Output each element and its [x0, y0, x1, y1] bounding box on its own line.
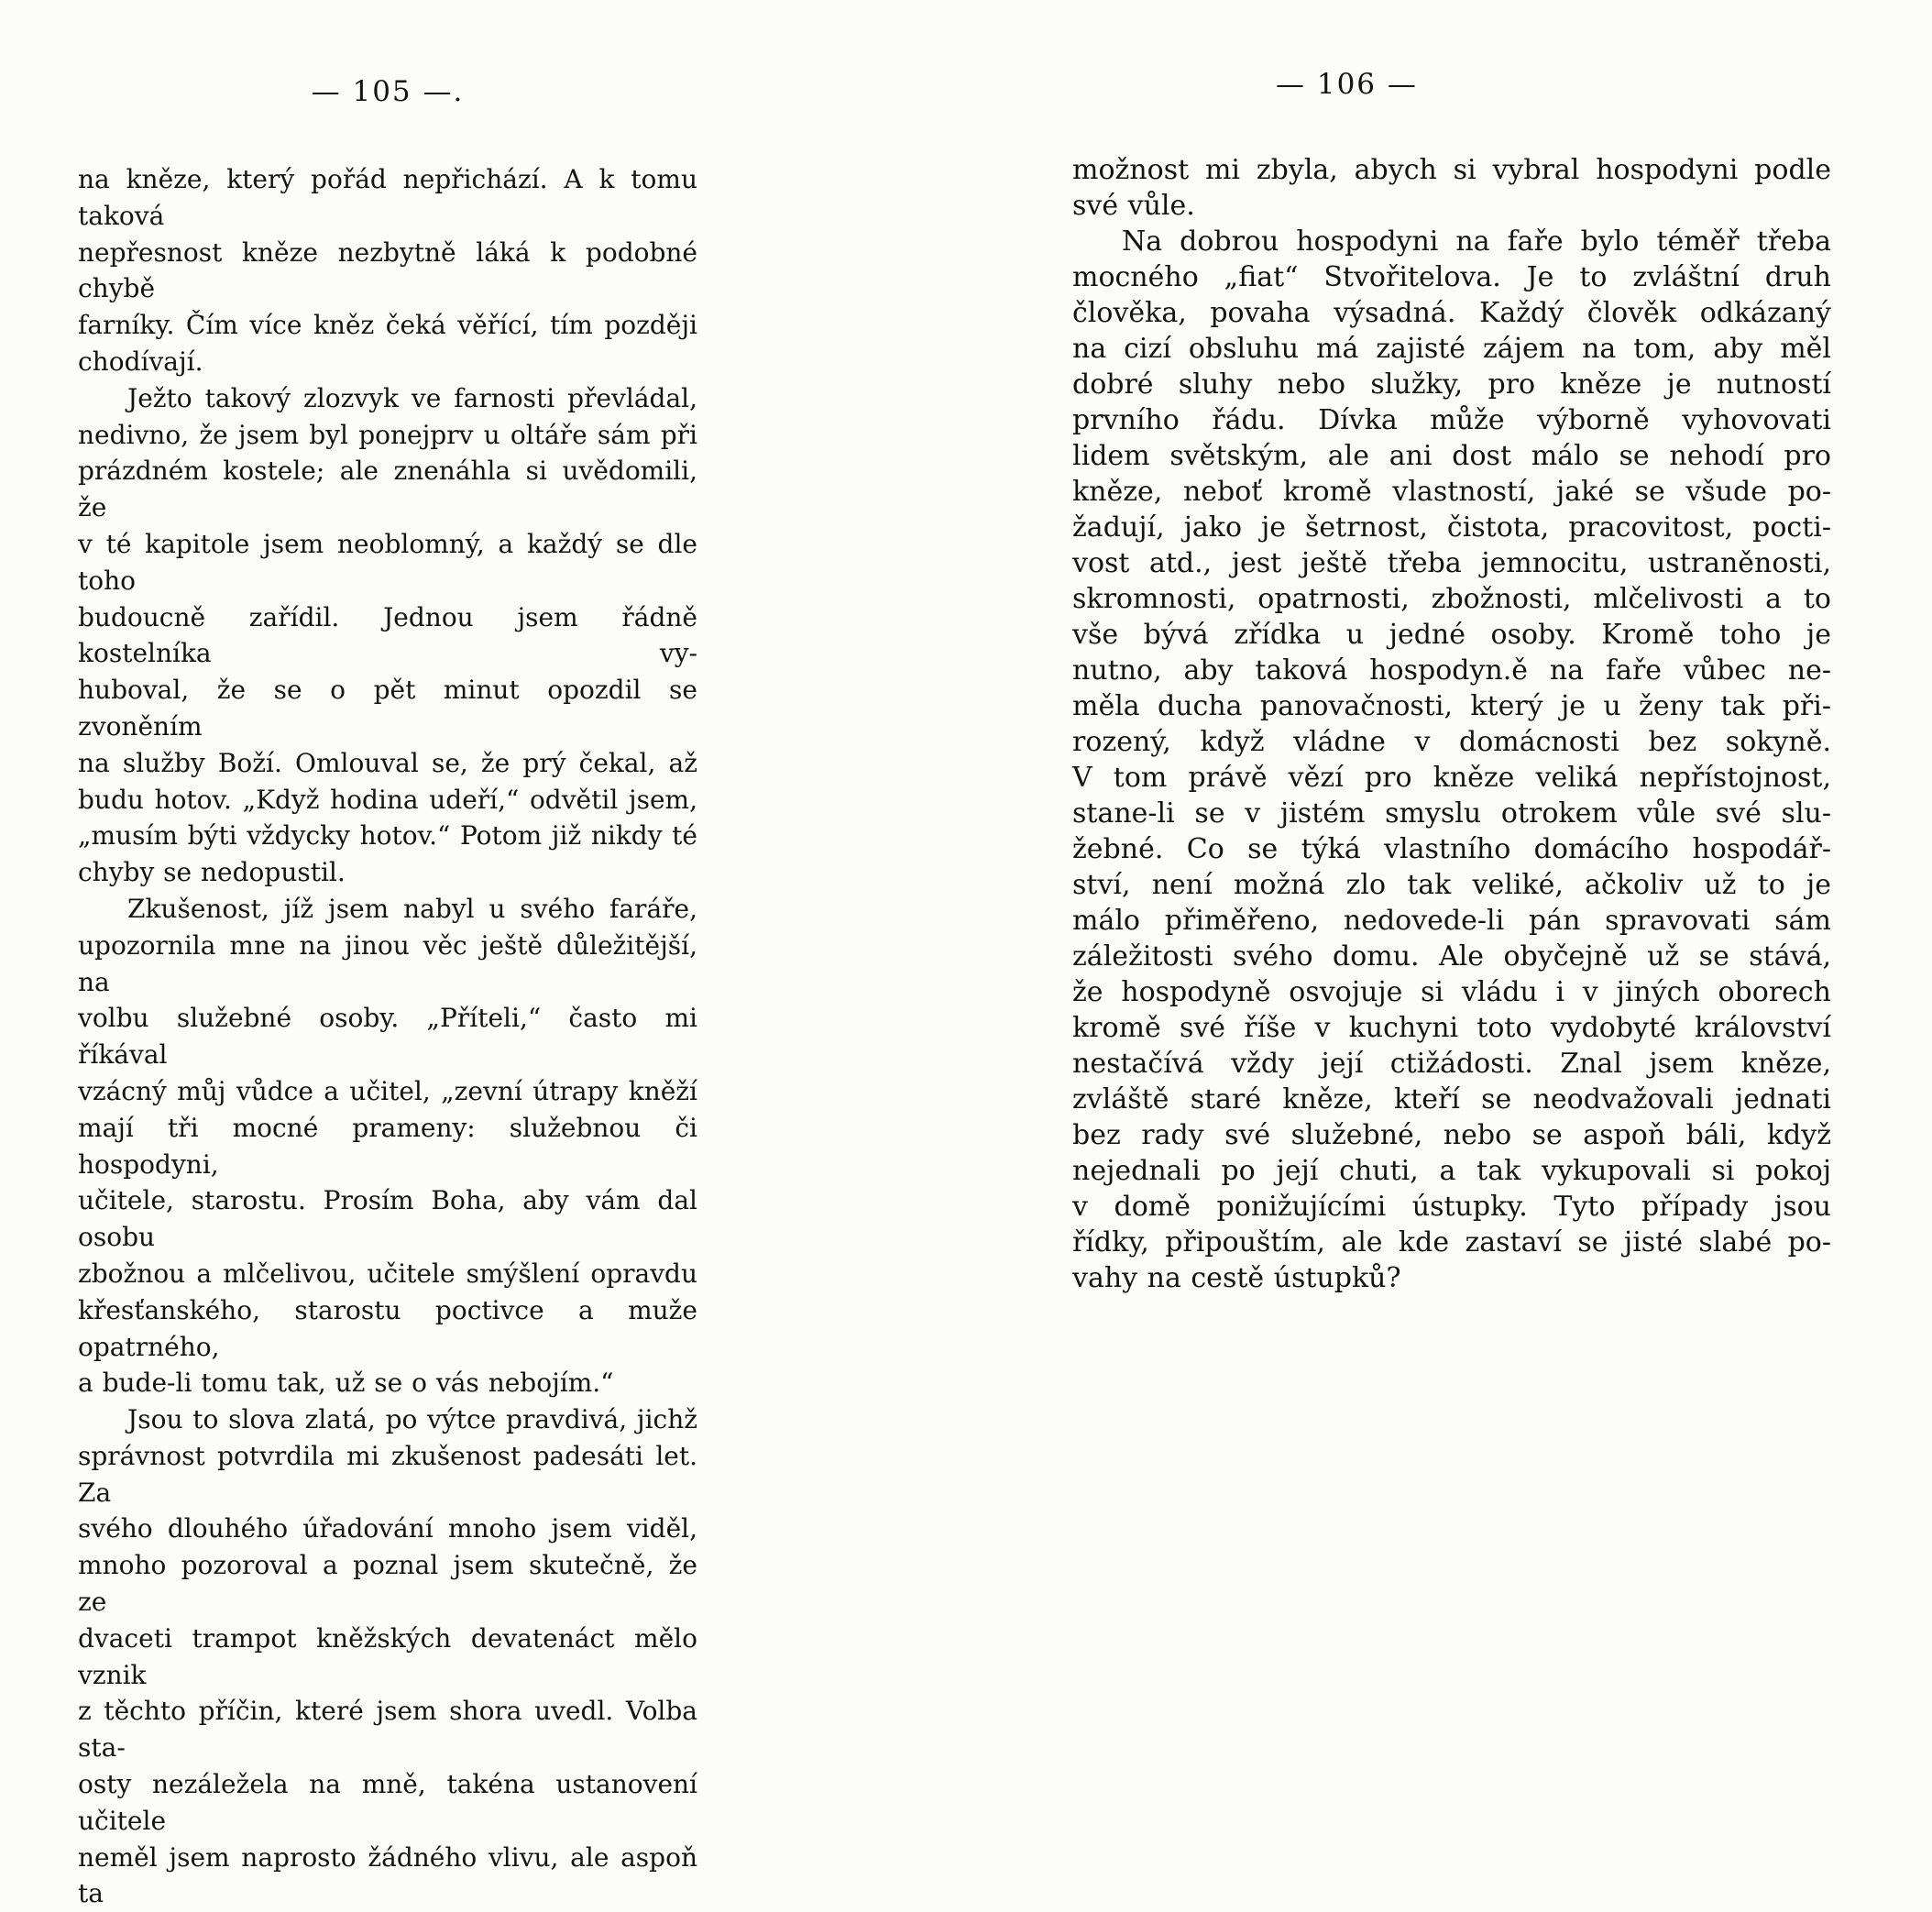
text-line: zvláště staré kněze, kteří se neodvažovali jednati — [1072, 1083, 1831, 1115]
text-line: na kněze, který pořád nepřichází. A k tomu taková — [78, 164, 697, 231]
text-line: chyby se nedopustil. — [78, 857, 346, 888]
text-line: nestačívá vždy její ctižádosti. Znal jsem kněze, — [1072, 1048, 1831, 1080]
text-line: vahy na cestě ústupků? — [1072, 1262, 1401, 1294]
text-line: budoucně zařídil. Jednou jsem řádně kostelníka vy- — [78, 601, 697, 669]
text-line: zbožnou a mlčelivou, učitele smýšlení opravdu — [78, 1258, 697, 1289]
text-line: nedivno, že jsem byl ponejprv u oltáře sám při — [78, 419, 697, 450]
text-line: nejednali po její chuti, a tak vykupovali si pokoj — [1072, 1155, 1831, 1187]
text-line: Zkušenost, jíž jsem nabyl u svého faráře, — [127, 893, 697, 924]
text-line: prvního řádu. Dívka může výborně vyhovovati — [1072, 404, 1831, 436]
text-line: svého dlouhého úřadování mnoho jsem viděl, — [78, 1513, 697, 1544]
text-line: Na dobrou hospodyni na faře bylo téměř třeba — [1122, 225, 1831, 258]
text-line: a bude-li tomu tak, už se o vás nebojím.“ — [78, 1368, 614, 1399]
paragraph — [78, 891, 697, 1401]
text-line: měla ducha panovačnosti, který je u ženy tak při- — [1072, 690, 1831, 722]
text-line: bez rady své služebné, nebo se aspoň báli, když — [1072, 1119, 1831, 1151]
text-line: mají tři mocné prameny: služebnou či hospodyni, — [78, 1112, 697, 1180]
text-line: na cizí obsluhu má zajisté zájem na tom, aby měl — [1072, 333, 1831, 365]
text-line: z těchto příčin, které jsem shora uvedl. Volba sta- — [78, 1696, 697, 1764]
text-line: stane-li se v jistém smyslu otrokem vůle své slu- — [1072, 797, 1831, 830]
text-line: křesťanského, starostu poctivce a muže opatrného, — [78, 1294, 697, 1362]
text-line: V tom právě vězí pro kněze veliká nepřístojnost, — [1072, 762, 1831, 794]
page-number-106: — 106 — — [1276, 68, 1418, 101]
text-line: vzácný můj vůdce a učitel, „zevní útrapy kněží — [78, 1075, 697, 1106]
text-line: málo přiměřeno, nedovede-li pán spravovati sám — [1072, 905, 1831, 937]
paragraph — [78, 1401, 697, 1912]
text-line: dvaceti trampot kněžských devatenáct mělo vznik — [78, 1622, 697, 1690]
text-line: správnost potvrdila mi zkušenost padesáti let. Za — [78, 1440, 697, 1508]
text-line: skromnosti, opatrnosti, zbožnosti, mlčelivosti a to — [1072, 583, 1831, 615]
text-line: osty nezáležela na mně, takéna ustanovení učitele — [78, 1769, 697, 1836]
text-line: možnost mi zbyla, abych si vybral hospodyni podle — [1072, 154, 1831, 186]
text-line: učitele, starostu. Prosím Boha, aby vám dal osobu — [78, 1185, 697, 1253]
text-line: že hospodyně osvojuje si vládu i v jiných oborech — [1072, 976, 1831, 1008]
page-number-105: — 105 —. — [311, 75, 465, 108]
text-line: prázdném kostele; ale znenáhla si uvědomili, že — [78, 456, 697, 523]
text-line: řídky, připouštím, ale kde zastaví se jisté slabé po- — [1072, 1226, 1831, 1258]
text-line: dobré sluhy nebo služky, pro kněze je nutností — [1072, 368, 1831, 401]
text-line: žadují, jako je šetrnost, čistota, pracovitost, pocti- — [1072, 511, 1831, 544]
paragraph — [1072, 152, 1831, 224]
text-line: na služby Boží. Omlouval se, že prý čekal, až — [78, 747, 697, 778]
text-line: huboval, že se o pět minut opozdil se zvoněním — [78, 675, 697, 742]
text-line: neměl jsem naprosto žádného vlivu, ale aspoň ta — [78, 1841, 697, 1909]
text-line: Jsou to slova zlatá, po výtce pravdivá, jichž — [127, 1404, 697, 1435]
text-line: mnoho pozoroval a poznal jsem skutečně, že ze — [78, 1550, 697, 1618]
text-line: „musím býti vždycky hotov.“ Potom již nikdy té — [78, 820, 697, 852]
page-106-text-column — [1072, 152, 1831, 1296]
text-line: své vůle. — [1072, 190, 1195, 222]
text-line: záležitosti svého domu. Ale obyčejně už se stává, — [1072, 940, 1831, 972]
text-line: v té kapitole jsem neoblomný, a každý se dle toho — [78, 528, 697, 596]
text-line: volbu služebné osoby. „Příteli,“ často mi říkával — [78, 1003, 697, 1071]
text-line: farníky. Čím více kněz čeká věřící, tím později — [78, 310, 697, 341]
text-line: člověka, povaha výsadná. Každý člověk odkázaný — [1072, 297, 1831, 329]
paragraph — [1072, 224, 1831, 1296]
text-line: mocného „fiat“ Stvořitelova. Je to zvláštní druh — [1072, 261, 1831, 293]
paragraph — [78, 161, 697, 380]
text-line: žebné. Co se týká vlastního domácího hospodář- — [1072, 833, 1831, 865]
text-line: nepřesnost kněze nezbytně láká k podobné chybě — [78, 236, 697, 304]
text-line: lidem světským, ale ani dost málo se nehodí pro — [1072, 440, 1831, 472]
paragraph — [78, 380, 697, 891]
page-105-text-column — [78, 161, 697, 1912]
text-line: upozornila mne na jinou věc ještě důležitější, na — [78, 929, 697, 997]
text-line: rozený, když vládne v domácnosti bez sokyně. — [1072, 726, 1831, 758]
text-line: v domě ponižujícími ústupky. Tyto případy jsou — [1072, 1191, 1831, 1223]
text-line: vše bývá zřídka u jedné osoby. Kromě toho je — [1072, 619, 1831, 651]
text-line: kněze, neboť kromě vlastností, jaké se všude po- — [1072, 476, 1831, 508]
text-line: kromě své říše v kuchyni toto vydobyté království — [1072, 1012, 1831, 1044]
text-line: vost atd., jest ještě třeba jemnocitu, ustraněnosti, — [1072, 547, 1831, 579]
text-line: ství, není možná zlo tak veliké, ačkoliv už to je — [1072, 869, 1831, 901]
text-line: nutno, aby taková hospodyn.ě na faře vůbec ne- — [1072, 654, 1831, 687]
text-line: chodívají. — [78, 346, 203, 377]
text-line: budu hotov. „Když hodina udeří,“ odvětil jsem, — [78, 784, 697, 815]
text-line: Ježto takový zlozvyk ve farnosti převládal, — [127, 382, 697, 413]
